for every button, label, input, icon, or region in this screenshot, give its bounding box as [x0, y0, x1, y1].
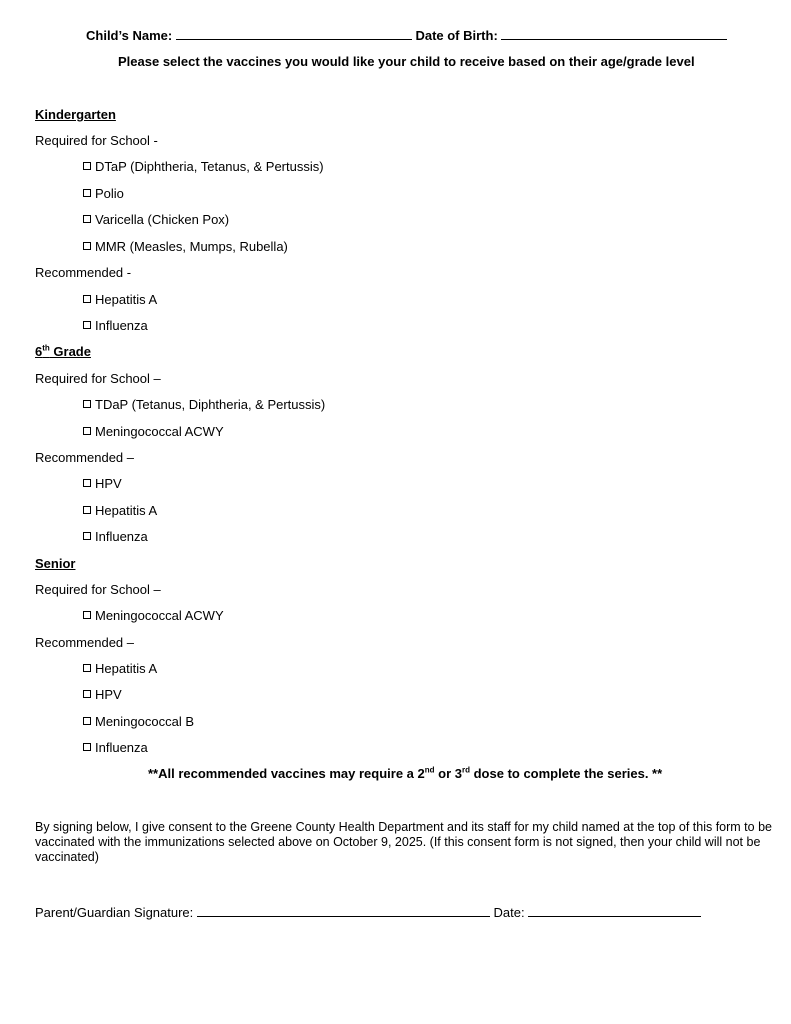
child-name-label: Child’s Name:: [86, 28, 173, 43]
section-senior-title: Senior: [35, 556, 76, 571]
checkbox-item-meningococcal-b[interactable]: Meningococcal B: [83, 714, 194, 729]
checkbox-item-meningococcal-acwy[interactable]: Meningococcal ACWY: [83, 424, 224, 439]
checkbox-icon[interactable]: [83, 215, 91, 223]
checkbox-icon[interactable]: [83, 717, 91, 725]
checkbox-icon[interactable]: [83, 189, 91, 197]
checkbox-icon[interactable]: [83, 743, 91, 751]
checkbox-item-polio[interactable]: Polio: [83, 186, 124, 201]
checkbox-item-dtap[interactable]: DTaP (Diphtheria, Tetanus, & Pertussis): [83, 159, 324, 174]
checkbox-icon[interactable]: [83, 532, 91, 540]
dob-label: Date of Birth:: [415, 28, 498, 43]
sixth-required-label: Required for School –: [35, 371, 161, 386]
checkbox-icon[interactable]: [83, 479, 91, 487]
checkbox-icon[interactable]: [83, 690, 91, 698]
checkbox-item-hpv[interactable]: HPV: [83, 476, 122, 491]
section-kindergarten-title: Kindergarten: [35, 107, 116, 122]
dob-field[interactable]: [501, 27, 727, 40]
sixth-recommended-label: Recommended –: [35, 450, 134, 465]
checkbox-item-hepatitis-a[interactable]: Hepatitis A: [83, 661, 157, 676]
checkbox-icon[interactable]: [83, 506, 91, 514]
checkbox-item-influenza[interactable]: Influenza: [83, 318, 148, 333]
checkbox-item-hepatitis-a[interactable]: Hepatitis A: [83, 292, 157, 307]
checkbox-icon[interactable]: [83, 321, 91, 329]
signature-row: [35, 904, 701, 920]
checkbox-icon[interactable]: [83, 664, 91, 672]
checkbox-icon[interactable]: [83, 242, 91, 250]
date-label: Date:: [493, 905, 525, 920]
child-name-field[interactable]: [176, 27, 412, 40]
instruction-text: Please select the vaccines you would like your child to receive based on their age/grade level: [118, 54, 695, 69]
signature-field[interactable]: [197, 904, 490, 917]
checkbox-item-varicella[interactable]: Varicella (Chicken Pox): [83, 212, 229, 227]
checkbox-item-tdap[interactable]: TDaP (Tetanus, Diphtheria, & Pertussis): [83, 397, 325, 412]
checkbox-item-hepatitis-a[interactable]: Hepatitis A: [83, 503, 157, 518]
section-6th-grade-title: 6th Grade: [35, 343, 91, 359]
dose-note: **All recommended vaccines may require a 2nd or 3rd dose to complete the series. **: [148, 765, 663, 781]
signature-label: Parent/Guardian Signature:: [35, 905, 194, 920]
child-name-row: [86, 27, 727, 43]
checkbox-item-influenza[interactable]: Influenza: [83, 529, 148, 544]
checkbox-icon[interactable]: [83, 400, 91, 408]
consent-paragraph: By signing below, I give consent to the Greene County Health Department and its staff for my child named at the top of this form to be vaccinated with the immunizations selected above on October 9, 2025. (If this consent form is not signed, then your child will not be vaccinated): [35, 820, 772, 864]
checkbox-icon[interactable]: [83, 295, 91, 303]
kindergarten-required-label: Required for School -: [35, 133, 158, 148]
checkbox-icon[interactable]: [83, 611, 91, 619]
checkbox-item-meningococcal-acwy[interactable]: Meningococcal ACWY: [83, 608, 224, 623]
kindergarten-recommended-label: Recommended -: [35, 265, 132, 280]
date-field[interactable]: [528, 904, 701, 917]
checkbox-icon[interactable]: [83, 162, 91, 170]
checkbox-item-influenza[interactable]: Influenza: [83, 740, 148, 755]
checkbox-item-hpv[interactable]: HPV: [83, 687, 122, 702]
checkbox-item-mmr[interactable]: MMR (Measles, Mumps, Rubella): [83, 239, 288, 254]
senior-required-label: Required for School –: [35, 582, 161, 597]
senior-recommended-label: Recommended –: [35, 635, 134, 650]
checkbox-icon[interactable]: [83, 427, 91, 435]
